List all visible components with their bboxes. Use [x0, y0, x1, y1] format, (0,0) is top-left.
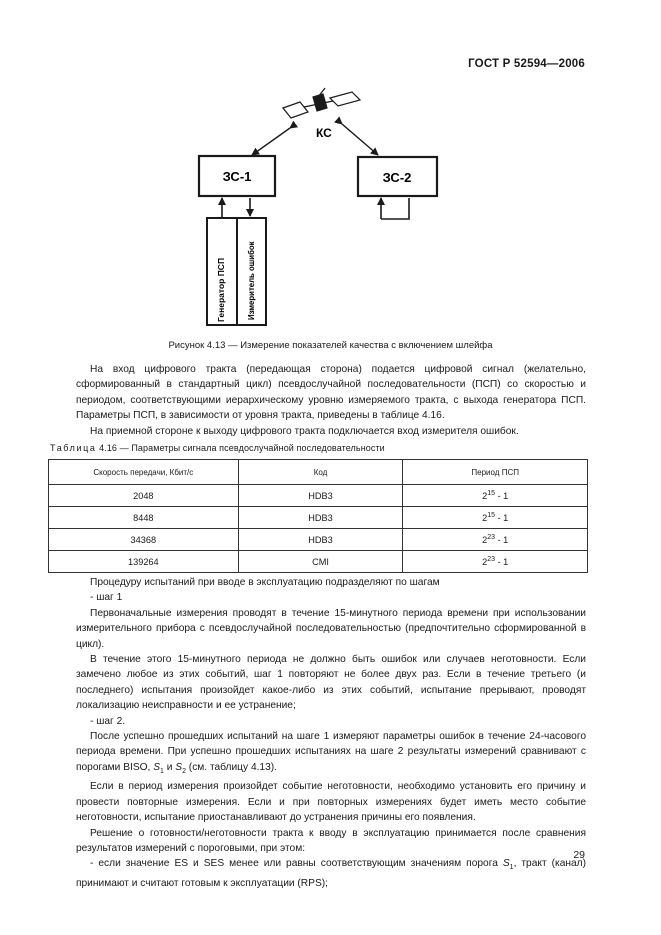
table-caption	[50, 443, 385, 453]
body-paragraph: Процедуру испытаний при вводе в эксплуатацию подразделяют по шагам	[90, 577, 440, 588]
body-paragraph: После успешно прошедших испытаний на шаге 1 измеряют параметры ошибок в течение 24-часового периода времени. При успешно прошедших испытаниях на шаге 2 результаты измерений сравнивают с порогами BISO, $S_1$ и $S_2$ (см. таблицу 4.13).	[76, 731, 586, 775]
cell-rate: 139264	[49, 551, 239, 573]
table-caption-text: 4.16 — Параметры сигнала псевдослучайной последовательности	[99, 443, 385, 453]
cell-period: $2^{23} - 1$	[403, 551, 588, 573]
station-2-label: ЗС-2	[382, 170, 412, 185]
figure-caption: Рисунок 4.13 — Измерение показателей качества с включением шлейфа	[168, 340, 493, 351]
uplink-arrow-2	[342, 124, 378, 155]
error-meter-label: Измеритель ошибок	[247, 241, 256, 320]
table-row	[49, 529, 588, 551]
standard-header: ГОСТ Р 52594—2006	[468, 58, 585, 70]
loopback-line	[381, 198, 409, 219]
cell-code: CMI	[238, 551, 403, 573]
uplink-arrow-1	[252, 128, 290, 155]
cell-rate: 8448	[49, 507, 239, 529]
header-period: Период ПСП	[403, 460, 588, 485]
table-header-row	[49, 460, 588, 485]
cell-code: HDB3	[238, 529, 403, 551]
step-1-label: - шаг 1	[90, 592, 123, 604]
satellite-label: КС	[316, 126, 332, 140]
cell-period: $2^{23} - 1$	[403, 529, 588, 551]
paragraph-1: На вход цифрового тракта (передающая сторона) подается цифровой сигнал (желательно, сформированный в стандартный цикл) псевдослучайной последовательности (ПСП) со скоростью и периодом, соответствующими иерархическому уровню измеряемого тракта, с выхода генератора ПСП. Параметры ПСП, в зависимости от уровня тракта, приведены в таблице 4.16.	[76, 364, 586, 422]
generator-label: Генератор ПСП	[216, 257, 226, 322]
cell-code: HDB3	[238, 485, 403, 507]
cell-rate: 2048	[49, 485, 239, 507]
procedure-text	[76, 575, 586, 891]
satellite-icon	[283, 88, 360, 118]
psp-parameters-table	[48, 459, 588, 573]
header-rate: Скорость передачи, Кбит/с	[49, 460, 239, 485]
header-code: Код	[238, 460, 403, 485]
table-caption-word: Таблица	[50, 443, 97, 453]
cell-period: $2^{15} - 1$	[403, 507, 588, 529]
body-paragraph: - если значение ES и SES менее или равны соответствующим значениям порога $S_1$, тракт (канал) принимают и считают готовым к эксплуатации (RPS);	[76, 858, 586, 889]
body-paragraph: Если в период измерения произойдет событие неготовности, необходимо установить его причину и провести повторные измерения. Если и при повторных измерениях будет иметь место событие неготовности, испытание приостанавливают до устранения причины его появления.	[76, 781, 586, 824]
table-row	[49, 485, 588, 507]
paragraph-2: На приемной стороне к выходу цифрового тракта подключается вход измерителя ошибок.	[90, 425, 519, 437]
cell-period: $2^{15} - 1$	[403, 485, 588, 507]
table-row	[49, 507, 588, 529]
station-1-label: ЗС-1	[222, 169, 252, 184]
body-paragraph: В течение этого 15-минутного периода не должно быть ошибок или случаев неготовности. Если замечено любое из этих событий, шаг 1 повторяют не более двух раз. Если в течение третьего (и последнего) испытания произойдет какое-либо из этих событий, испытание прерывают, проводят локализацию неисправности и ее устранение;	[76, 654, 586, 712]
step-2-label: - шаг 2.	[90, 715, 126, 727]
body-paragraph: Первоначальные измерения проводят в течение 15-минутного периода времени при использовании измерительного прибора с псевдослучайной последовательностью (предпочтительно сформированной в цикл).	[76, 607, 586, 650]
loopback-diagram	[0, 0, 661, 340]
table-row	[49, 551, 588, 573]
page-number: 29	[573, 849, 585, 861]
cell-rate: 34368	[49, 529, 239, 551]
cell-code: HDB3	[238, 507, 403, 529]
body-paragraph: Решение о готовности/неготовности тракта к вводу в эксплуатацию принимается после сравнения результатов измерений с пороговыми, при этом:	[76, 827, 586, 854]
intro-paragraphs	[76, 362, 586, 439]
